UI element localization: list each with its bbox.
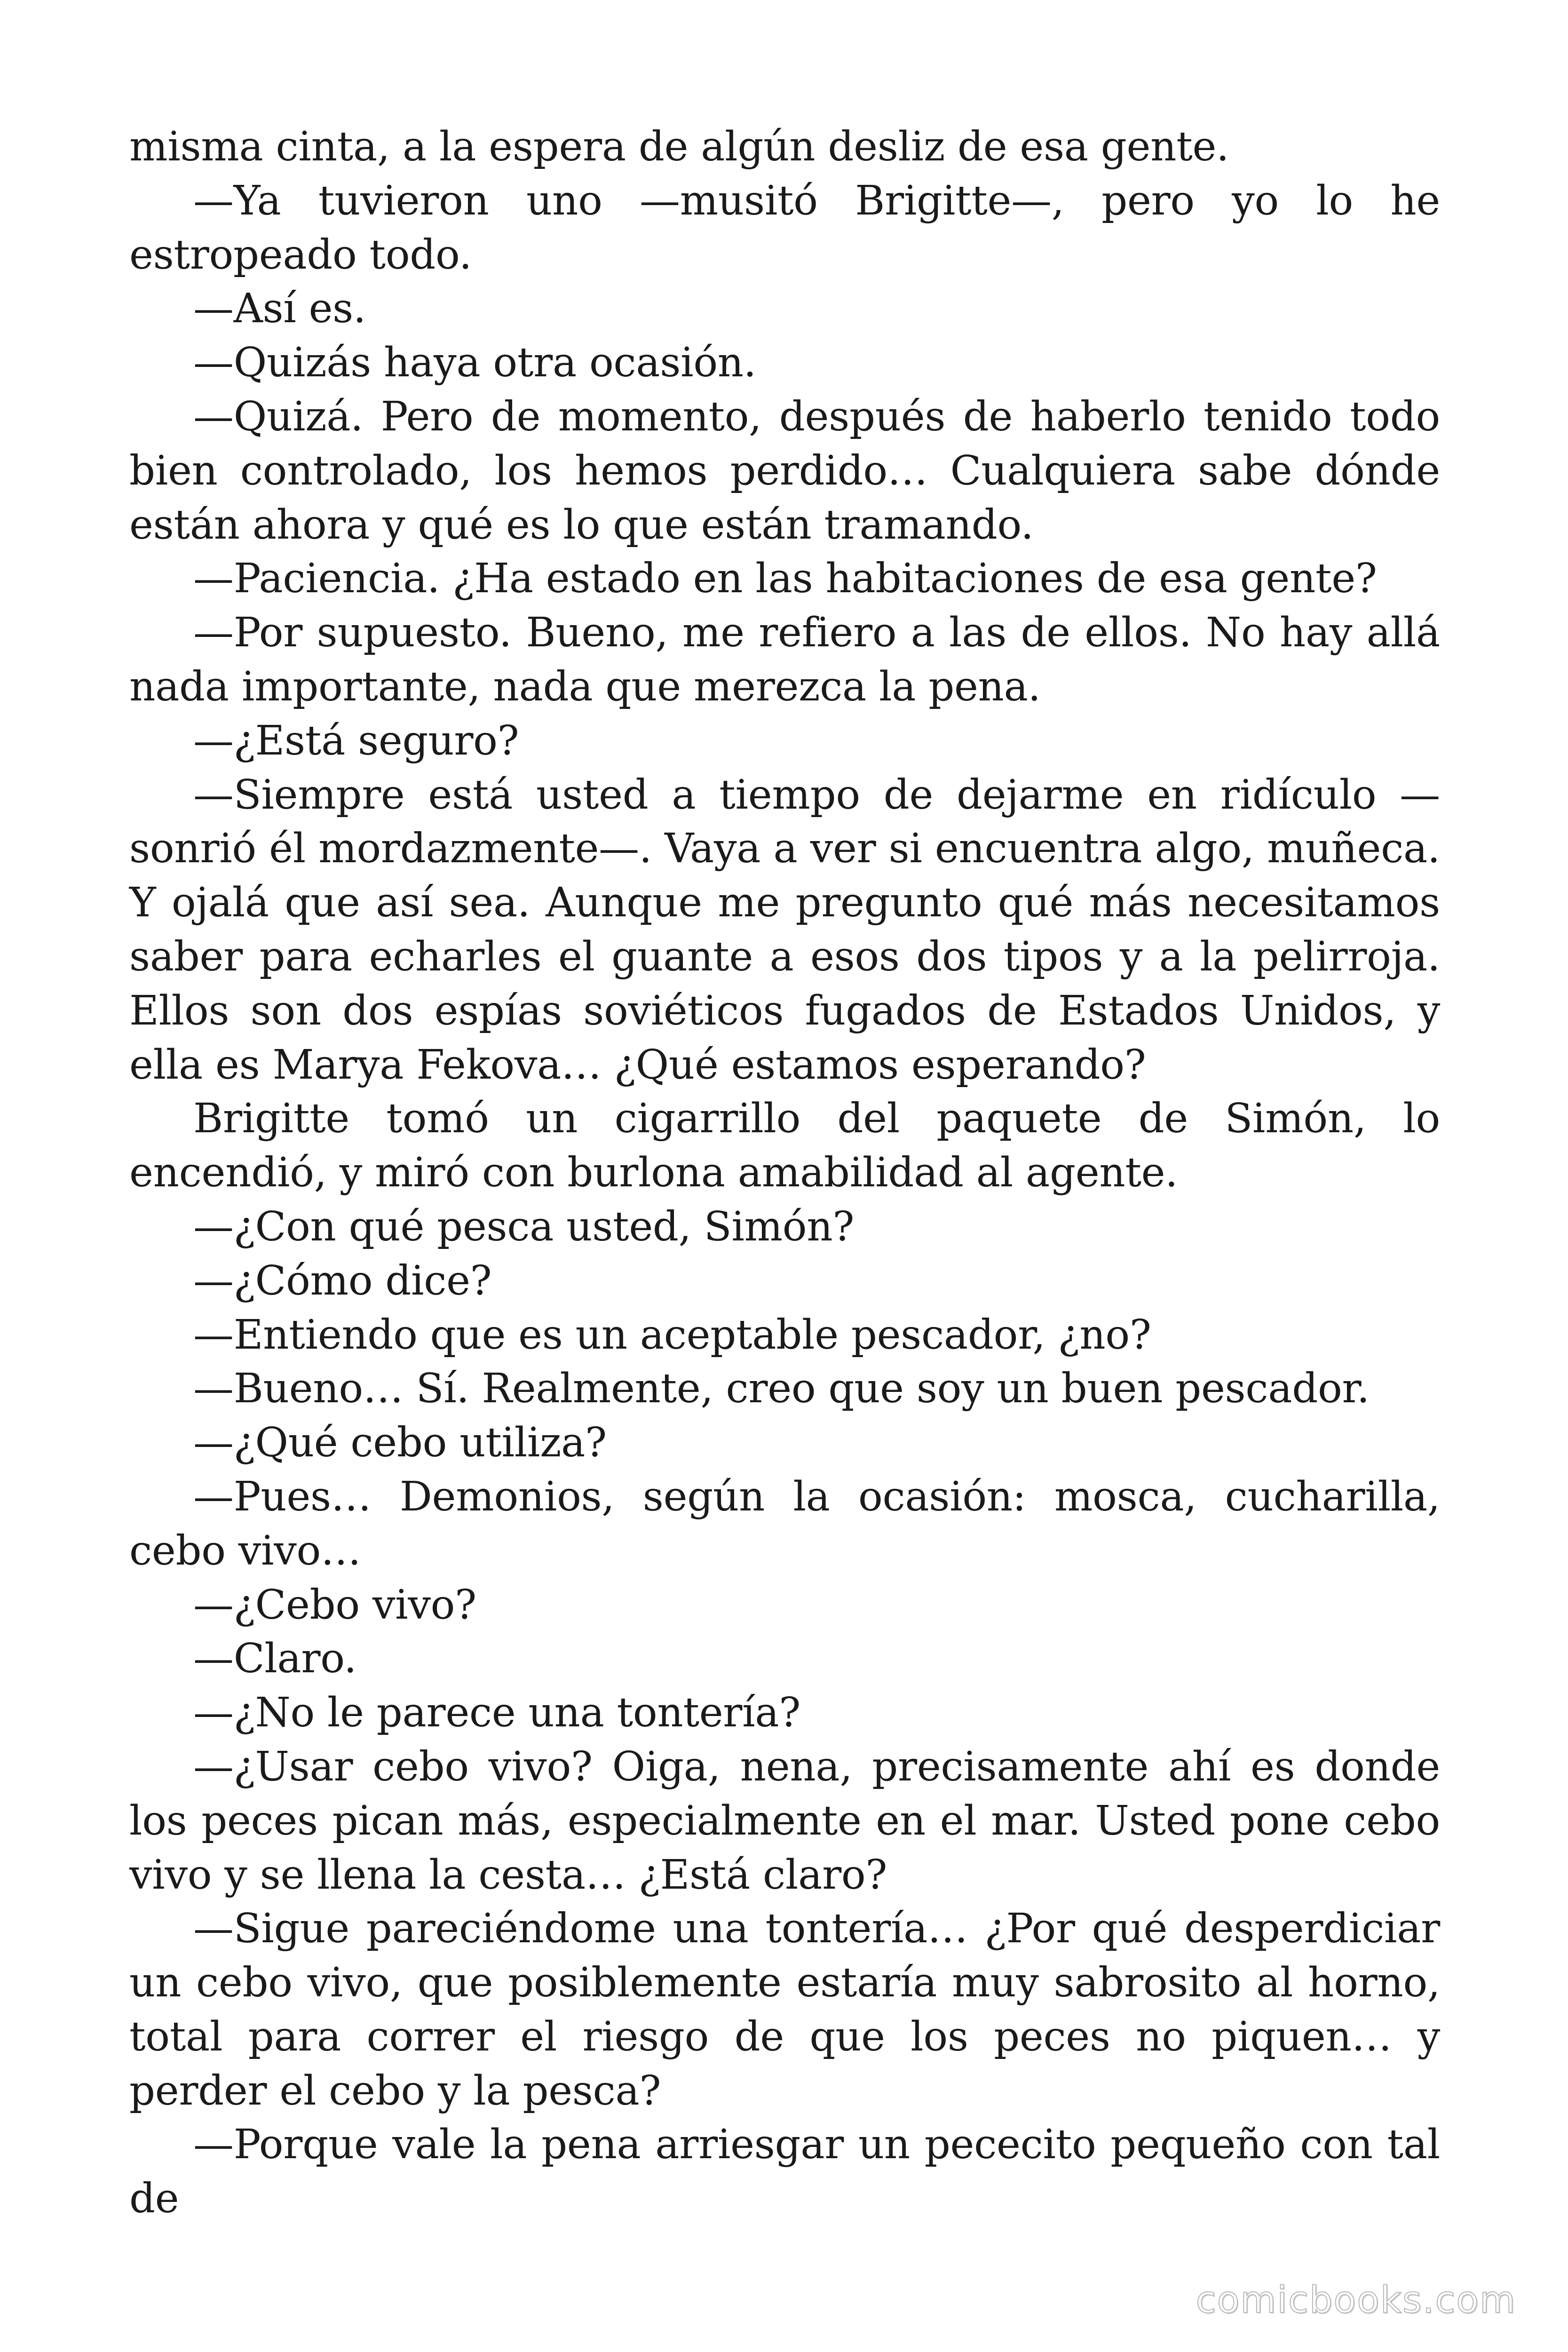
paragraph: —Pues… Demonios, según la ocasión: mosca, cucharilla, cebo vivo… — [129, 1473, 1440, 1574]
paragraph: —¿Está seguro? — [193, 717, 519, 764]
paragraph: —Quizás haya otra ocasión. — [193, 339, 756, 387]
paragraph: misma cinta, a la espera de algún desliz de esa gente. — [129, 123, 1229, 170]
paragraph: —Así es. — [193, 285, 366, 333]
watermark: comicbooks.com — [1196, 2279, 1516, 2321]
paragraph: —Por supuesto. Bueno, me refiero a las de ellos. No hay allá nada importante, nada que merezca la pena. — [129, 609, 1440, 710]
paragraph: —¿Con qué pesca usted, Simón? — [193, 1203, 855, 1250]
paragraph: —¿Qué cebo utiliza? — [193, 1419, 607, 1467]
paragraph: —¿Cebo vivo? — [193, 1581, 476, 1629]
paragraph: —Entiendo que es un aceptable pescador, ¿no? — [193, 1311, 1151, 1359]
paragraph: —¿Usar cebo vivo? Oiga, nena, precisamente ahí es donde los peces pican más, especialmente en el mar. Usted pone cebo vivo y se llena la cesta… ¿Está claro? — [129, 1743, 1440, 1899]
paragraph: —Claro. — [193, 1635, 357, 1683]
paragraph: —¿No le parece una tontería? — [193, 1689, 801, 1737]
paragraph: —Quizá. Pero de momento, después de haberlo tenido todo bien controlado, los hemos perdido… Cualquiera sabe dónde están ahora y qué es lo que están tramando. — [129, 393, 1440, 548]
paragraph: —Siempre está usted a tiempo de dejarme en ridículo —sonrió él mordazmente—. Vaya a ver si encuentra algo, muñeca. Y ojalá que así sea. Aunque me pregunto qué más necesitamos saber para echarles el guante a esos dos tipos y a la pelirroja. Ellos son dos espías soviéticos fugados de Estados Unidos, y ella es Marya Fekova… ¿Qué estamos esperando? — [129, 771, 1440, 1089]
paragraph: —Sigue pareciéndome una tontería… ¿Por qué desperdiciar un cebo vivo, que posiblemente estaría muy sabrosito al horno, total para correr el riesgo de que los peces no piquen… y perder el cebo y la pesca? — [129, 1905, 1440, 2114]
paragraph: Brigitte tomó un cigarrillo del paquete de Simón, lo encendió, y miró con burlona amabilidad al agente. — [129, 1095, 1440, 1197]
paragraph: —¿Cómo dice? — [193, 1257, 492, 1304]
paragraph: —Ya tuvieron uno —musitó Brigitte—, pero yo lo he estropeado todo. — [129, 177, 1440, 278]
page-text — [129, 120, 1440, 2226]
paragraph: —Porque vale la pena arriesgar un pececito pequeño con tal de — [129, 2121, 1440, 2223]
paragraph: —Bueno… Sí. Realmente, creo que soy un buen pescador. — [193, 1365, 1370, 1413]
paragraph: —Paciencia. ¿Ha estado en las habitaciones de esa gente? — [193, 555, 1377, 603]
